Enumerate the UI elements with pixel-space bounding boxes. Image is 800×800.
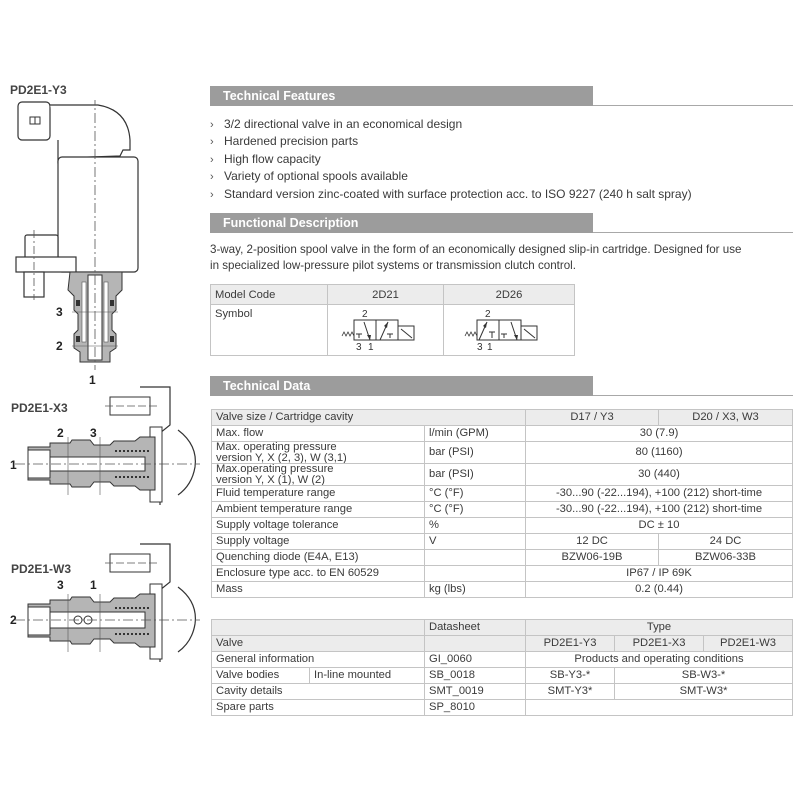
table-row: Max. operating pressure version Y, X (2, 3), W (3,1) bar (PSI) 80 (1160) [212, 442, 793, 464]
chevron-right-icon: › [210, 188, 214, 201]
chevron-right-icon: › [210, 153, 214, 166]
table-row: Supply voltage V 12 DC 24 DC [212, 534, 793, 550]
port-label-y3-3: 3 [56, 305, 63, 319]
table-row: Spare parts SP_8010 [212, 700, 793, 716]
port-label-w3-2: 2 [10, 613, 17, 627]
table-row: Quenching diode (E4A, E13) BZW06-19B BZW06-33B [212, 550, 793, 566]
section-header-technical-data [210, 376, 793, 396]
features-list [210, 116, 790, 203]
drawing-label-w3: PD2E1-W3 [11, 562, 72, 576]
model-code-2d21: 2D21 [328, 285, 444, 305]
section-title: Technical Features [210, 86, 593, 106]
table-row: General information GI_0060 Products and operating conditions [212, 652, 793, 668]
port-label-y3-2: 2 [56, 339, 63, 353]
section-header-technical-features [210, 86, 793, 106]
functional-description-text: 3-way, 2-position spool valve in the form of an economically designed slip-in cartridge. Designed for use in specialized low-pressure pilot systems or transmission clutch control. [210, 243, 742, 272]
datasheet-link: GI_0060 [425, 652, 526, 668]
valve-drawing-x3 [10, 385, 205, 505]
feature-item: › 3/2 directional valve in an economical design [210, 116, 790, 133]
drawing-label-y3: PD2E1-Y3 [10, 83, 67, 97]
table-header-row: Datasheet Type [212, 620, 793, 636]
section-title: Functional Description [210, 213, 593, 233]
table-header-row: Valve size / Cartridge cavity D17 / Y3 D20 / X3, W3 [212, 410, 793, 426]
svg-text:2: 2 [485, 309, 491, 320]
svg-text:3: 3 [355, 342, 362, 352]
model-code-2d26: 2D26 [444, 285, 575, 305]
valve-drawing-w3 [10, 542, 205, 662]
technical-data-table [211, 409, 793, 598]
symbol-2d21 [328, 305, 444, 356]
feature-item: › High flow capacity [210, 151, 790, 168]
model-code-table [210, 284, 575, 356]
chevron-right-icon: › [210, 119, 214, 131]
table-row: Cavity details SMT_0019 SMT-Y3* SMT-W3* [212, 684, 793, 700]
drawing-label-x3: PD2E1-X3 [11, 401, 68, 415]
svg-text:1: 1 [367, 342, 374, 352]
feature-item: › Standard version zinc-coated with surface protection acc. to ISO 9227 (240 h salt spray) [210, 186, 790, 203]
port-label-x3-2: 2 [57, 426, 64, 440]
table-row: Supply voltage tolerance % DC ± 10 [212, 518, 793, 534]
datasheet-link: SP_8010 [425, 700, 526, 716]
port-label-x3-3: 3 [90, 426, 97, 440]
feature-item: › Variety of optional spools available [210, 168, 790, 185]
hydraulic-symbol-2d26-icon [463, 308, 555, 352]
port-label-y3-1: 1 [89, 373, 96, 387]
table-row: Ambient temperature range °C (°F) -30...90 (-22...194), +100 (212) short-time [212, 502, 793, 518]
svg-text:3: 3 [477, 342, 483, 352]
svg-text:1: 1 [487, 342, 493, 352]
symbol-2d26 [444, 305, 575, 356]
table-row: Valve bodies In-line mounted SB_0018 SB-Y3-* SB-W3-* [212, 668, 793, 684]
table-row: Fluid temperature range °C (°F) -30...90 (-22...194), +100 (212) short-time [212, 486, 793, 502]
datasheet-link: SB_0018 [425, 668, 526, 684]
section-title: Technical Data [210, 376, 593, 396]
chevron-right-icon: › [210, 171, 214, 184]
symbol-label: Symbol [211, 305, 328, 356]
table-row: Max. flow l/min (GPM) 30 (7.9) [212, 426, 793, 442]
chevron-right-icon: › [210, 136, 214, 149]
datasheet-table [211, 619, 793, 716]
table-row: Max.operating pressure version Y, X (1), W (2) bar (PSI) 30 (440) [212, 464, 793, 486]
table-header-row: Valve PD2E1-Y3 PD2E1-X3 PD2E1-W3 [212, 636, 793, 652]
table-row: Mass kg (lbs) 0.2 (0.44) [212, 582, 793, 598]
section-header-functional-description [210, 213, 793, 233]
port-label-w3-1: 1 [90, 578, 97, 592]
port-label-w3-3: 3 [57, 578, 64, 592]
hydraulic-symbol-2d21-icon [340, 308, 432, 352]
svg-text:2: 2 [361, 309, 368, 320]
valve-drawing-y3 [10, 100, 140, 380]
datasheet-link: SMT_0019 [425, 684, 526, 700]
feature-item: › Hardened precision parts [210, 133, 790, 150]
port-label-x3-1: 1 [10, 458, 17, 472]
table-row: Enclosure type acc. to EN 60529 IP67 / IP 69K [212, 566, 793, 582]
model-code-label: Model Code [211, 285, 328, 305]
